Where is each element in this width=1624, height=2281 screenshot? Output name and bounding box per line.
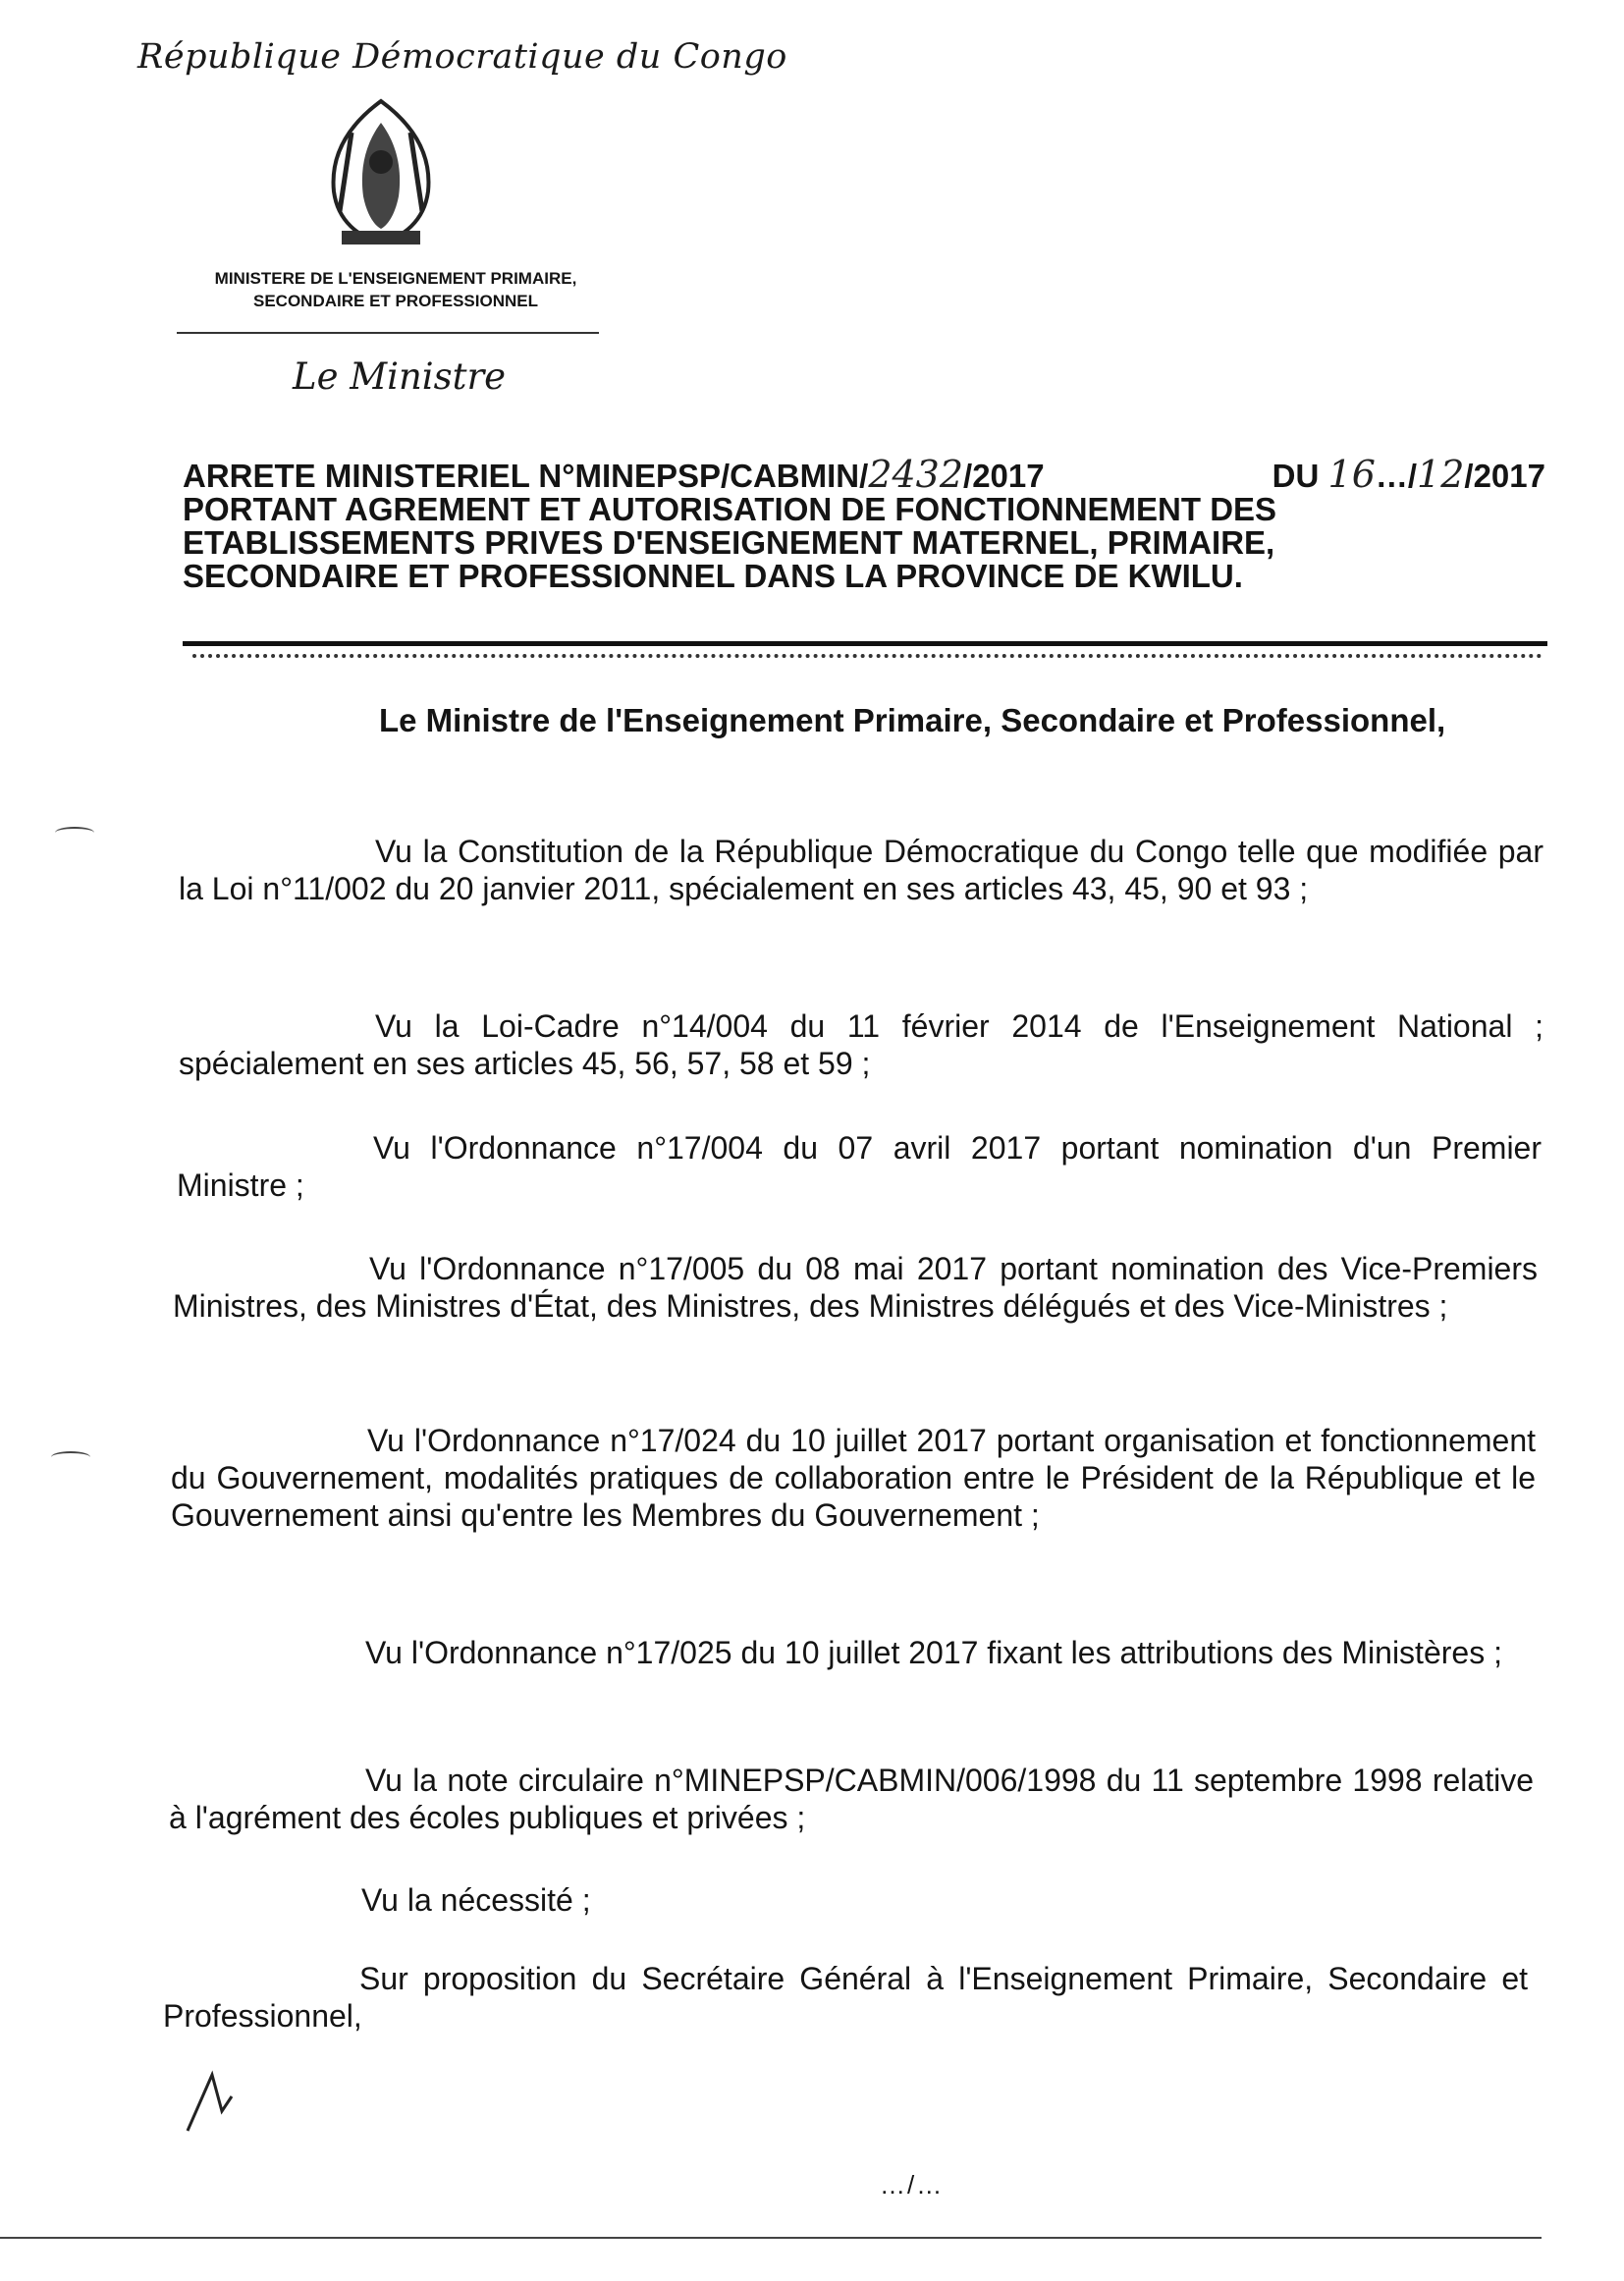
header-divider: [177, 332, 599, 334]
title-line-1: [183, 453, 1545, 496]
vu-necessite: [165, 1881, 1530, 1919]
title-date-year: /2017: [1464, 458, 1545, 494]
title-line-3: [183, 526, 1545, 560]
ministry-line-2: SECONDAIRE ET PROFESSIONNEL: [253, 292, 538, 310]
vu-ordonnance-025-text: Vu l'Ordonnance n°17/025 du 10 juillet 2017 fixant les attributions des Ministères ;: [365, 1635, 1502, 1670]
intro-text: Le Ministre de l'Enseignement Primaire, Secondaire et Professionnel,: [379, 702, 1446, 738]
page-bottom-edge: [0, 2237, 1542, 2239]
signature-mark-icon: [183, 2067, 242, 2136]
vu-loi-cadre-text: Vu la Loi-Cadre n°14/004 du 11 février 2014 de l'Enseignement National ; spécialement en ses articles 45, 56, 57, 58 et 59 ;: [179, 1008, 1543, 1081]
vu-ordonnance-004: [177, 1129, 1542, 1204]
arrete-title: [183, 453, 1545, 594]
vu-loi-cadre: [179, 1007, 1543, 1082]
le-ministre-heading: Le Ministre: [293, 355, 507, 398]
vu-ordonnance-024-text: Vu l'Ordonnance n°17/024 du 10 juillet 2017 portant organisation et fonctionnement du Gouvernement, modalités pratiques de collaboration entre le Président de la République et le Gouvernement ainsi qu'entre les Membres du Gouvernement ;: [171, 1423, 1536, 1533]
margin-mark: [55, 827, 94, 839]
republique-heading: République Démocratique du Congo: [137, 37, 787, 77]
handwritten-day: 16: [1327, 453, 1376, 496]
sur-proposition: [163, 1960, 1528, 2035]
handwritten-month: 12: [1417, 453, 1465, 496]
title-line-3-text: ETABLISSEMENTS PRIVES D'ENSEIGNEMENT MATERNEL, PRIMAIRE,: [183, 524, 1275, 561]
coat-of-arms-icon: [312, 93, 450, 250]
vu-constitution-text: Vu la Constitution de la République Démocratique du Congo telle que modifiée par la Loi n°11/002 du 20 janvier 2011, spécialement en ses articles 43, 45, 90 et 93 ;: [179, 834, 1543, 906]
title-line-2-text: PORTANT AGREMENT ET AUTORISATION DE FONCTIONNEMENT DES: [183, 491, 1277, 527]
vu-note-circulaire: [169, 1762, 1534, 1836]
title-prefix: ARRETE MINISTERIEL N°MINEPSP/CABMIN/: [183, 458, 869, 494]
title-line-4: [183, 560, 1545, 593]
ministry-line-1: MINISTERE DE L'ENSEIGNEMENT PRIMAIRE,: [214, 269, 577, 288]
vu-ordonnance-005: [173, 1250, 1538, 1325]
vu-necessite-text: Vu la nécessité ;: [361, 1882, 591, 1918]
margin-mark: [51, 1451, 90, 1463]
handwritten-number: 2432: [868, 453, 964, 496]
title-underline: [183, 641, 1547, 646]
dotted-separator: [192, 654, 1543, 658]
vu-ordonnance-005-text: Vu l'Ordonnance n°17/005 du 08 mai 2017 portant nomination des Vice-Premiers Ministres, des Ministres d'État, des Ministres, des Ministres délégués et des Vice-Ministres ;: [173, 1251, 1538, 1324]
title-line-4-text: SECONDAIRE ET PROFESSIONNEL DANS LA PROVINCE DE KWILU.: [183, 558, 1243, 594]
vu-ordonnance-024: [171, 1422, 1536, 1534]
title-year: /2017: [963, 458, 1045, 494]
vu-ordonnance-004-text: Vu l'Ordonnance n°17/004 du 07 avril 2017 portant nomination d'un Premier Ministre ;: [177, 1130, 1542, 1203]
title-line-2: [183, 493, 1545, 526]
vu-constitution: [179, 833, 1543, 907]
title-reference: [183, 453, 1045, 496]
continuation-mark: …/…: [880, 2170, 945, 2200]
title-du: DU: [1272, 458, 1320, 494]
vu-ordonnance-025: [169, 1634, 1534, 1671]
title-date: DU 16…/12/2017: [1272, 453, 1545, 496]
intro-paragraph: [183, 701, 1542, 740]
vu-note-circulaire-text: Vu la note circulaire n°MINEPSP/CABMIN/006/1998 du 11 septembre 1998 relative à l'agrément des écoles publiques et privées ;: [169, 1763, 1534, 1835]
ministry-name: [175, 267, 617, 312]
sur-proposition-text: Sur proposition du Secrétaire Général à l'Enseignement Primaire, Secondaire et Professionnel,: [163, 1961, 1528, 2034]
